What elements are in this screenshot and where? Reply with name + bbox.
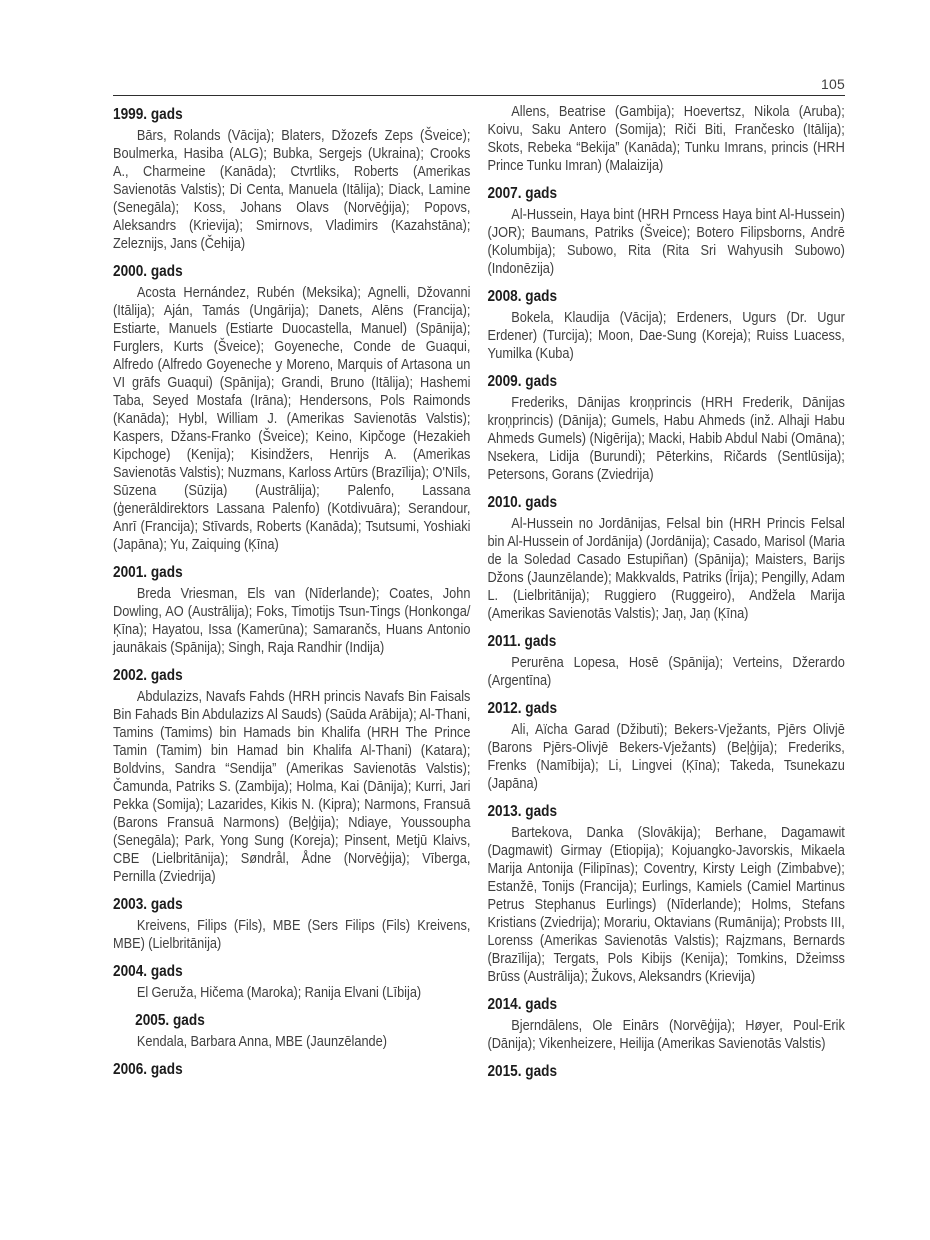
entries-paragraph: Breda Vriesman, Els van (Nīderlande); Coates, John Dowling, AO (Austrālija); Foks, Timotijs Tsun-Tings (Honkonga/Ķīna); Hayatou, Issa (Kamerūna); Samarančs, Huans Antonio jaunākais (Spānija); Singh, Raja Randhir (Indija) xyxy=(113,585,471,656)
entries-paragraph: Bokela, Klaudija (Vācija); Erdeners, Ugurs (Dr. Ugur Erdener) (Turcija); Moon, Dae-Sung (Koreja); Ruiss Luacess, Yumilka (Kuba) xyxy=(487,309,845,362)
year-heading: 2007. gads xyxy=(487,185,558,202)
entries-paragraph: El Geruža, Hičema (Maroka); Ranija Elvani (Lībija) xyxy=(136,984,422,1001)
entries-paragraph: Kreivens, Filips (Fils), MBE (Sers Filips (Fils) Kreivens, MBE) (Lielbritānija) xyxy=(113,917,471,952)
year-heading: 2002. gads xyxy=(113,667,183,684)
entries-paragraph: Kendala, Barbara Anna, MBE (Jaunzēlande) xyxy=(136,1033,388,1050)
header-rule xyxy=(113,95,845,96)
year-heading: 2006. gads xyxy=(113,1061,183,1078)
year-heading: 2000. gads xyxy=(113,263,183,280)
entries-paragraph: Bārs, Rolands (Vācija); Blaters, Džozefs Zeps (Šveice); Boulmerka, Hasiba (ALG); Bubka, Sergejs (Ukraina); Crooks A., Charmeine (Kanāda); Ctvrtliks, Roberts (Amerikas Savienotās Valstis); Di Centa, Manuela (Itālija); Diack, Lamine (Senegāla); Koss, Johans Olavs (Norvēģija); Popovs, Aleksandrs (Krievija); Smirnovs, Vladimirs (Kazahstāna); Zeleznijs, Jans (Čehija) xyxy=(113,127,471,252)
entries-paragraph: Allens, Beatrise (Gambija); Hoevertsz, Nikola (Aruba); Koivu, Saku Antero (Somija); Riči Biti, Frančesko (Itālija); Skots, Rebeka “Bekija” (Kanāda); Tunku Imrans, princis (HRH Prince Tunku Imran) (Malaizija) xyxy=(487,103,845,174)
entries-paragraph: Ali, Aïcha Garad (Džibuti); Bekers-Vježants, Pjērs Olivjē (Barons Pjērs-Olivjē Bekers-Vježants) (Beļģija); Frederiks, Frenks (Namībija); Li, Lingvei (Ķīna); Takeda, Tsunekazu (Japāna) xyxy=(487,721,845,792)
entries-paragraph: Al-Hussein, Haya bint (HRH Prncess Haya bint Al-Hussein) (JOR); Baumans, Patriks (Šveice); Botero Filipsborns, Andrē (Kolumbija); Subowo, Rita (Rita Sri Wahyusih Subowo) (Indonēzija) xyxy=(487,206,845,277)
year-heading: 2012. gads xyxy=(487,700,558,717)
entries-paragraph: Al-Hussein no Jordānijas, Felsal bin (HRH Princis Felsal bin Al-Hussein of Jordānija) (Jordānija); Casado, Marisol (Maria de la Soledad Casado Estupiñan) (Spānija); Maisters, Barijs Džons (Jaunzēlande); Makkvalds, Patriks (Īrija); Pengilly, Adam L. (Lielbritānija); Ruggiero (Ruggeiro), Andžela Marija (Amerikas Savienotās Valstis); Jaņ, Jaņ (Ķīna) xyxy=(487,515,845,622)
entries-paragraph: Bartekova, Danka (Slovākija); Berhane, Dagamawit (Dagmawit) Girmay (Etiopija); Kojuangko-Javorskis, Mikaela Marija Antonija (Filipīnas); Coventry, Kirsty Leigh (Zimbabve); Estanžē, Tonijs (Francija); Eurlings, Kamiels (Camiel Martinus Petrus Stephanus Eurlings) (Nīderlande); Holms, Stefans Kristians (Zviedrija); Morariu, Oktavians (Rumānija); Probsts III, Lorenss (Amerikas Savienotās Valstis); Rajzmans, Bernards (Brazīlija); Tergats, Pols Kibijs (Kenija); Tomkins, Džeimss Brūss (Austrālija); Žukovs, Aleksandrs (Krievija) xyxy=(487,824,845,985)
year-heading: 2008. gads xyxy=(487,288,558,305)
year-heading: 2005. gads xyxy=(135,1012,205,1029)
right-column xyxy=(487,103,844,1084)
year-heading: 2004. gads xyxy=(113,963,183,980)
year-heading: 2014. gads xyxy=(487,996,558,1013)
page-number: 105 xyxy=(821,76,845,92)
year-heading: 2001. gads xyxy=(113,564,183,581)
entries-paragraph: Acosta Hernández, Rubén (Meksika); Agnelli, Džovanni (Itālija); Aján, Tamás (Ungārija); Danets, Alēns (Francija); Estiarte, Manuels (Estiarte Duocastella, Manuel) (Spānija); Furglers, Kurts (Šveice); Goyeneche, Conde de Guaqui, Alfredo (Alfredo Goyeneche y Moreno, Marquis of Artasona un VI grāfs Guaqui) (Spānija); Grandi, Bruno (Itālija); Hashemi Taba, Seyed Mostafa (Irāna); Hendersons, Pols Raimonds (Kanāda); Hybl, William J. (Amerikas Savienotās Valstis); Kaspers, Džans-Franko (Šveice); Keino, Kipčoge (Hezakieh Kipchoge) (Kenija); Kisindžers, Henrijs A. (Amerikas Savienotās Valstis); Nuzmans, Karloss Artūrs (Brazīlija); O'Nīls, Sūzena (Sūzija) (Austrālija); Palenfo, Lassana (ģenerāldirektors Lassana Palenfo) (Kotdivuāra); Serandour, Anrī (Francija); Stīvards, Roberts (Kanāda); Tsutsumi, Yoshiaki (Japāna); Yu, Zaiquing (Ķīna) xyxy=(113,284,471,553)
year-heading: 2011. gads xyxy=(487,633,557,650)
left-column xyxy=(113,103,470,1084)
year-heading: 2009. gads xyxy=(487,373,558,390)
entries-paragraph: Bjerndālens, Ole Einārs (Norvēģija); Høyer, Poul-Erik (Dānija); Vikenheizere, Heilija (Amerikas Savienotās Valstis) xyxy=(487,1017,845,1052)
year-heading: 2015. gads xyxy=(487,1063,558,1080)
text-columns xyxy=(113,103,845,1084)
year-heading: 2010. gads xyxy=(487,494,558,511)
entries-paragraph: Abdulazizs, Navafs Fahds (HRH princis Navafs Bin Faisals Bin Fahads Bin Abdulazizs Al Sauds) (Saūda Arābija); Al-Thani, Tamins (Tamims) bin Hamads bin Khalifa (HRH The Prince Tamin (Tamim) bin Hamad bin Khalifa Al-Thani) (Katara); Boldvins, Sandra “Sendija” (Amerikas Savienotās Valstis); Čamunda, Patriks S. (Zambija); Holma, Kai (Dānija); Kurri, Jari Pekka (Somija); Lazarides, Kikis N. (Kipra); Narmons, Fransuā (Barons Fransuā Narmons) (Beļģija); Ndiaye, Youssoupha (Senegāla); Park, Yong Sung (Koreja); Pinsent, Metjū Klaivs, CBE (Lielbritānija); Søndrål, Ådne (Norvēģija); Vīberga, Pernilla (Zviedrija) xyxy=(113,688,471,885)
year-heading: 2003. gads xyxy=(113,896,183,913)
year-heading: 1999. gads xyxy=(113,106,183,123)
entries-paragraph: Frederiks, Dānijas kroņprincis (HRH Frederik, Dānijas kroņprincis) (Dānija); Gumels, Habu Ahmeds (inž. Alhaji Habu Ahmeds Gumels) (Nigērija); Macki, Habib Abdul Nabi (Omāna); Nsekera, Lidija (Burundi); Pēterkins, Ričards (Sentlūsija); Petersons, Gorans (Zviedrija) xyxy=(487,394,845,483)
entries-paragraph: Perurēna Lopesa, Hosē (Spānija); Verteins, Džerardo (Argentīna) xyxy=(487,654,845,689)
year-heading: 2013. gads xyxy=(487,803,558,820)
